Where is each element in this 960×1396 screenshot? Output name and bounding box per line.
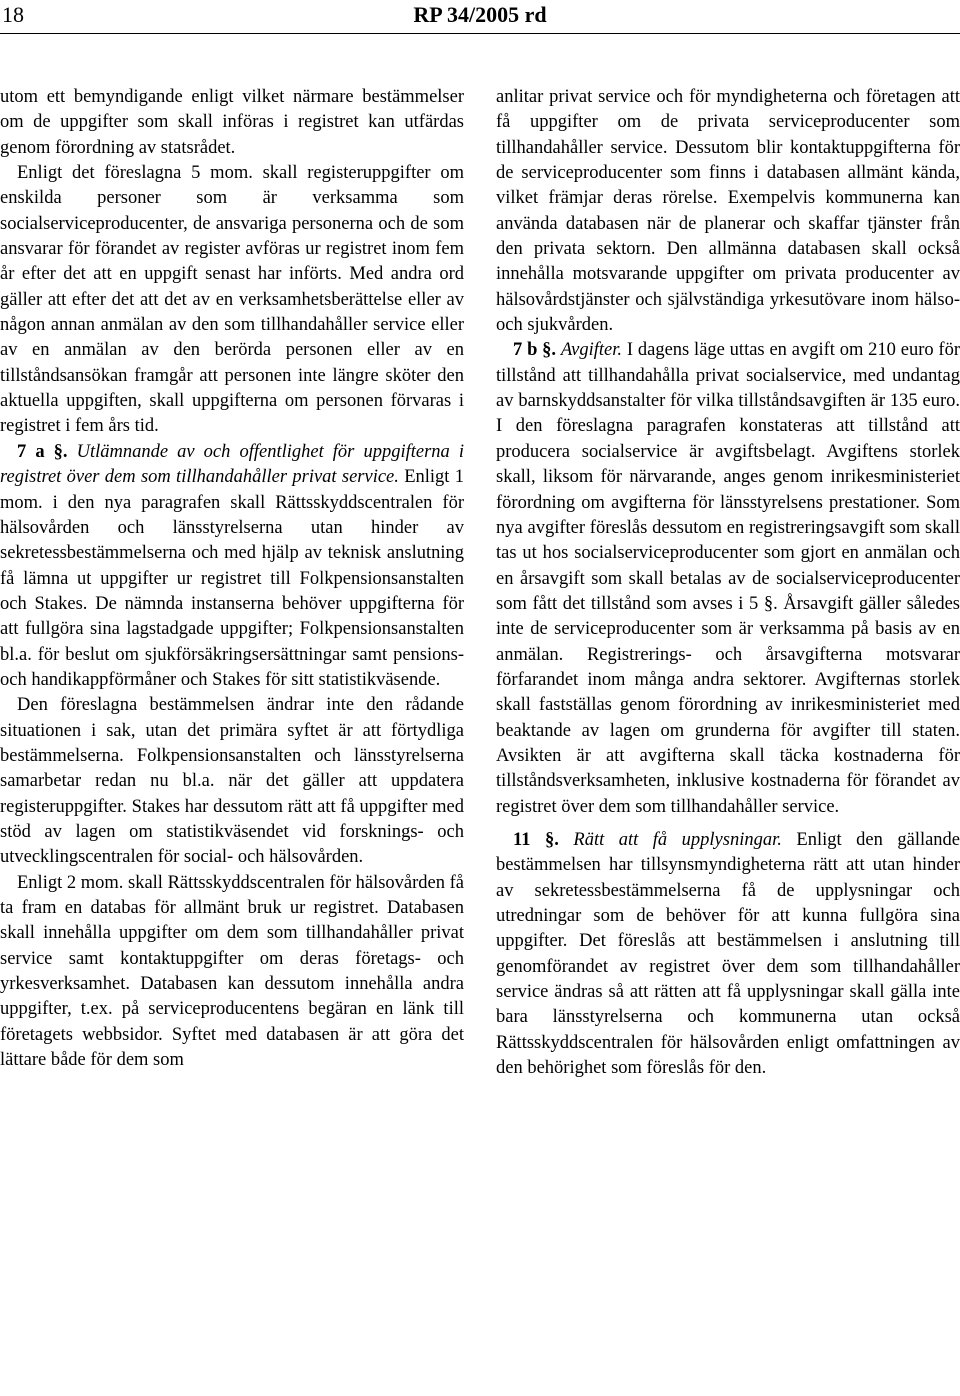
page-header bbox=[0, 0, 960, 34]
right-column bbox=[496, 85, 960, 1081]
document-id: RP 34/2005 rd bbox=[413, 2, 547, 27]
section-number: 7 b §. bbox=[513, 340, 557, 361]
section-paragraph bbox=[0, 440, 464, 693]
section-paragraph bbox=[496, 828, 960, 1081]
section-paragraph bbox=[496, 338, 960, 820]
paragraph: Enligt det föreslagna 5 mom. skall registeruppgifter om enskilda personer som är verksamma som socialserviceproducenter, de ansvariga personerna och de som ansvarar för förandet av register avföras ur registret inom fem år efter det att en uppgift senast har införts. Med andra ord gäller att efter det att det av en verksamhetsberättelse eller av någon annan anmälan av den som tillhandahåller service eller av en anmälan av den berörda personen eller av en tillståndsansökan framgår att personen inte längre sköter den aktuella uppgiften, skall uppgifterna om personen förvaras i registret i fem års tid. bbox=[0, 163, 464, 437]
left-column bbox=[0, 85, 464, 1073]
paragraph: anlitar privat service och för myndigheterna och företagen att få uppgifter om de privata serviceproducenter som tillhandahåller service. Dessutom blir kontaktuppgifterna för de serviceproducenter som finns i databasen allmänt kända, vilket främjar deras rörelse. Exempelvis kommunerna kan använda databasen när de planerar och skaffar tjänster från den privata sektorn. Den allmänna databasen skall också innehålla motsvarande uppgifter om privata producenter av hälsovårdstjänster och självständiga yrkesutövare inom hälso- och sjukvården. bbox=[496, 87, 960, 336]
paragraph: Den föreslagna bestämmelsen ändrar inte den rådande situationen i sak, utan det primära syftet är att förtydliga bestämmelserna. Folkpensionsanstalten och länsstyrelserna samarbetar redan nu bl.a. när det gäller att uppdatera registeruppgifter. Stakes har dessutom rätt att få uppgifter med stöd av lagen om statistikväsendet vid forsknings- och utvecklingscentralen för social- och hälsovården. bbox=[0, 695, 464, 868]
section-title: Avgifter. bbox=[560, 340, 623, 361]
section-title: Utlämnande av och offentlighet för uppgifterna i registret över dem som tillhandahåller privat service. bbox=[0, 441, 465, 488]
section-number: 11 §. bbox=[513, 829, 559, 850]
section-title: Rätt att få upplysningar. bbox=[573, 829, 782, 850]
section-number: 7 a §. bbox=[17, 441, 68, 462]
page-number: 18 bbox=[2, 2, 24, 27]
section-text: Enligt 1 mom. i den nya paragrafen skall Rättsskyddscentralen för hälsovården och länsstyrelserna utan hinder av sekretessbestämmelserna och med hjälp av teknisk anslutning få lämna ut uppgifter ur registret till Folkpensionsanstalten och Stakes. De nämnda instanserna behöver uppgifterna för att fullgöra sina lagstadgade uppgifter; Folkpensionsanstalten bl.a. för beslut om sjukförsäkringsersättningar samt pensions- och handikappförmåner och Stakes för sitt statistikväsende. bbox=[0, 467, 464, 690]
section-text: Enligt den gällande bestämmelsen har tillsynsmyndigheterna rätt att utan hinder av sekretessbestämmelserna få de upplysningar och utredningar som de behöver för att kunna fullgöra sina uppgifter. Det föreslås att bestämmelsen i anslutning till genomförandet av registret över dem som tillhandahåller service ändras så att rätten att få upplysningar skall gälla inte bara länsstyrelserna och kommunerna utan också Rättsskyddscentralen för hälsovården enligt omfattningen av den behörighet som föreslås för den. bbox=[496, 829, 960, 1079]
paragraph: Enligt 2 mom. skall Rättsskyddscentralen för hälsovården få ta fram en databas för allmänt bruk ur registret. Databasen skall innehålla uppgifter om dem som tillhandahåller privat service samt kontaktuppgifter om deras företags- och yrkesverksamhet. Databasen kan dessutom innehålla andra uppgifter, t.ex. på serviceproducentens begäran en länk till företagets webbsidor. Syftet med databasen är att göra det lättare både för dem som bbox=[0, 872, 464, 1071]
header-rule bbox=[0, 33, 960, 34]
paragraph: utom ett bemyndigande enligt vilket närmare bestämmelser om de uppgifter som skall införas i registret kan utfärdas genom förordning av statsrådet. bbox=[0, 87, 464, 158]
section-text: I dagens läge uttas en avgift om 210 euro för tillstånd att tillhandahålla privat socialservice, med undantag av barnskyddsanstalter för vilka tillståndsavgiften är 135 euro. I den föreslagna paragrafen konstateras att tillstånd att producera socialservice är avgiftsbelagt. Avgiftens storlek skall, liksom för närvarande, anges genom inrikesministeriet förordning om avgifterna för länsstyrelsens prestationer. Som nya avgifter föreslås dessutom en registreringsavgift som skall tas ut hos socialserviceproducenter som gjort en anmälan och en årsavgift som skall betalas av de socialserviceproducenter som fått det tillstånd som avses i 5 §. Årsavgift gäller således inte de serviceproducenter som är verksamma på basis av en anmälan. Registrerings- och årsavgifterna motsvarar förfarandet inom många andra sektorer. Avgifternas storlek skall fastställas genom förordning av inrikesministeriet med beaktande av lagen om grunderna för avgifter till staten. Avsikten är att avgifterna skall täcka kostnaderna för tillståndsverksamheten, inklusive kostnaderna för förandet av registret över dem som tillhandahåller service. bbox=[496, 340, 960, 817]
